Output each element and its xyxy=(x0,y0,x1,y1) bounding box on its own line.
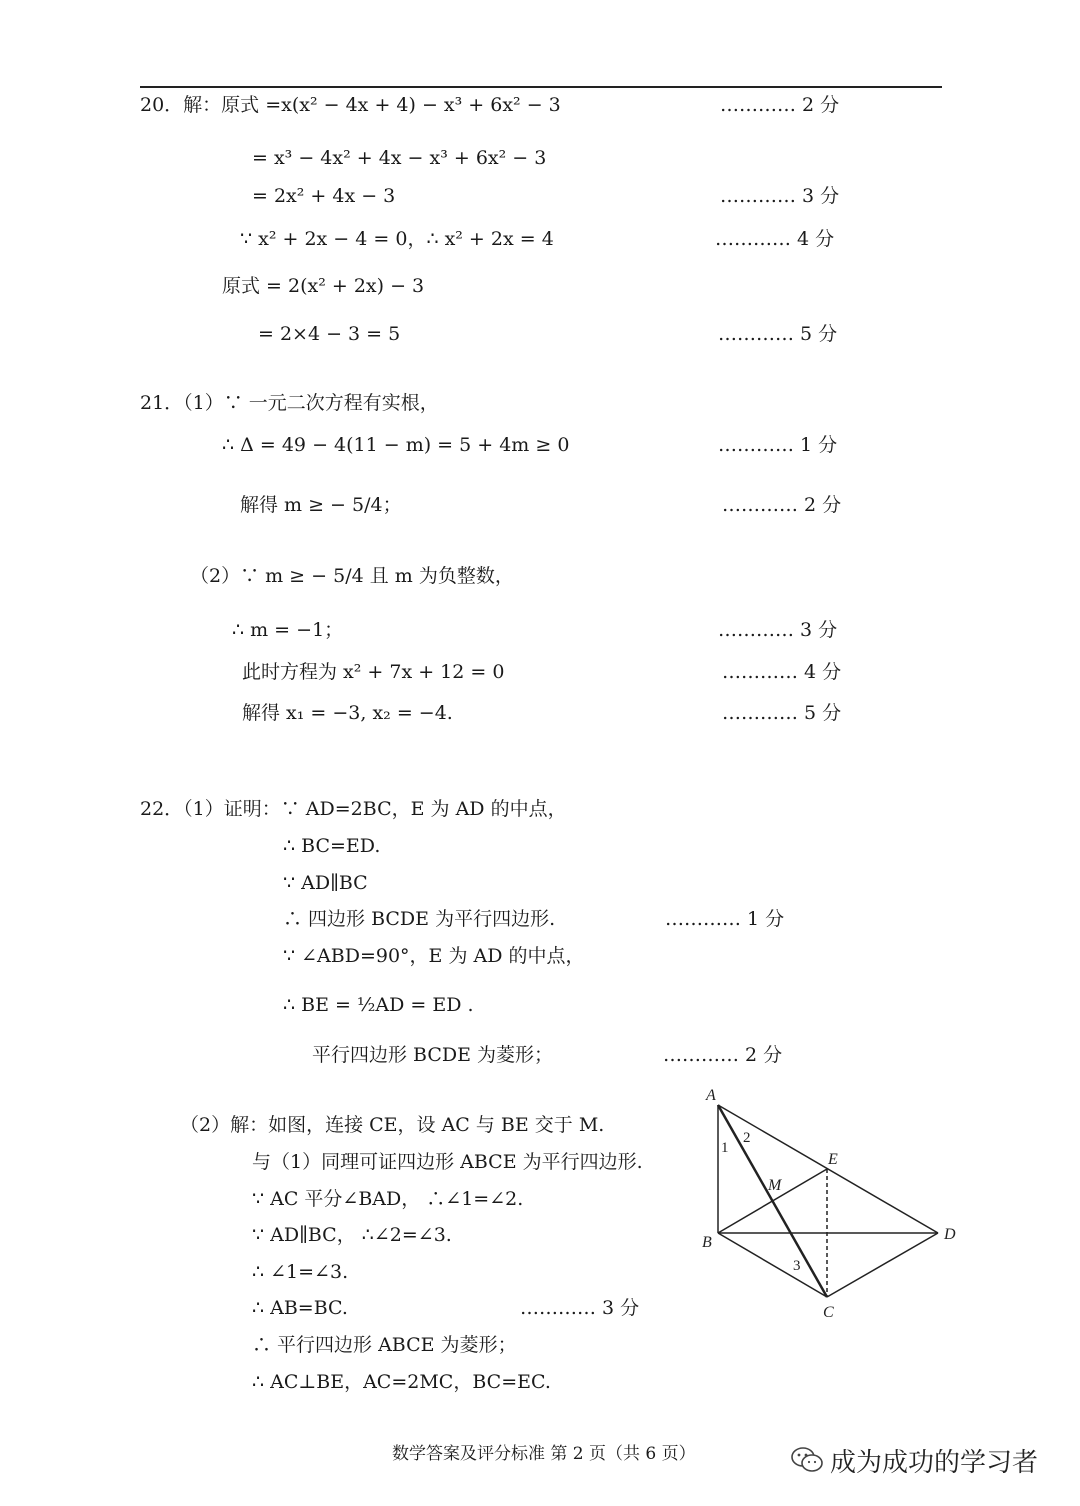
q21-line-5: ∴ m = −1； xyxy=(232,619,344,641)
q20-line-6: = 2×4 − 3 = 5 xyxy=(258,323,401,345)
q21-points-4: ………… 4 分 xyxy=(722,661,842,683)
q21-points-2: ………… 2 分 xyxy=(722,494,842,516)
label-e: E xyxy=(828,1151,838,1168)
q22-line-10: ∵ AC 平分∠BAD， ∴∠1=∠2. xyxy=(252,1188,524,1210)
q21-points-1: ………… 1 分 xyxy=(718,434,838,456)
angle-2-label: 2 xyxy=(743,1130,751,1146)
q20-line-5: 原式 = 2(x² + 2x) − 3 xyxy=(222,275,425,297)
q22-line-14: ∴ 平行四边形 ABCE 为菱形； xyxy=(252,1334,517,1356)
label-c: C xyxy=(823,1304,834,1321)
angle-3-label: 3 xyxy=(793,1258,801,1274)
label-d: D xyxy=(944,1226,956,1243)
q20-line-3: = 2x² + 4x − 3 xyxy=(252,185,396,207)
q21-points-5: ………… 5 分 xyxy=(722,702,842,724)
page-footer: 数学答案及评分标准 第 2 页（共 6 页） xyxy=(392,1444,696,1464)
q21-line-7: 解得 x₁ = −3, x₂ = −4. xyxy=(242,702,453,724)
q22-line-3: ∵ AD∥BC xyxy=(283,872,368,894)
top-rule xyxy=(140,86,942,88)
angle-1-label: 1 xyxy=(721,1140,729,1156)
q22-points-1: ………… 1 分 xyxy=(665,908,785,930)
watermark xyxy=(790,1440,1038,1480)
q21-line-3: 解得 m ≥ − 5/4； xyxy=(240,494,402,516)
q20-points-3: ………… 3 分 xyxy=(720,185,840,207)
watermark-text: 成为成功的学习者 xyxy=(830,1447,1039,1478)
label-a: A xyxy=(706,1087,716,1104)
label-b: B xyxy=(702,1234,712,1251)
q21-line-6: 此时方程为 x² + 7x + 12 = 0 xyxy=(242,661,505,683)
q20-line-4: ∵ x² + 2x − 4 = 0，∴ x² + 2x = 4 xyxy=(240,228,554,250)
q20-points-2: ………… 2 分 xyxy=(720,94,840,116)
q22-line-4: ∴ 四边形 BCDE 为平行四边形. xyxy=(283,908,556,930)
q22-line-2: ∴ BC=ED. xyxy=(283,835,381,857)
q21-line-4: （2）∵ m ≥ − 5/4 且 m 为负整数， xyxy=(190,565,514,587)
q22-line-1: 22．（1）证明：∵ AD=2BC，E 为 AD 的中点， xyxy=(140,798,567,820)
q22-line-6: ∴ BE = ½AD = ED . xyxy=(283,994,474,1016)
chat-bubble-icon xyxy=(790,1445,824,1475)
q21-line-1: 21．（1）∵ 一元二次方程有实根， xyxy=(140,392,439,414)
geometry-figure xyxy=(690,1080,980,1330)
q22-line-8: （2）解：如图，连接 CE，设 AC 与 BE 交于 M. xyxy=(180,1114,605,1136)
q21-line-2: ∴ Δ = 49 − 4(11 − m) = 5 + 4m ≥ 0 xyxy=(222,434,570,456)
q22-line-5: ∵ ∠ABD=90°，E 为 AD 的中点， xyxy=(283,945,585,967)
q21-points-3: ………… 3 分 xyxy=(718,619,838,641)
q22-line-9: 与（1）同理可证四边形 ABCE 为平行四边形. xyxy=(252,1151,643,1173)
q20-points-5: ………… 5 分 xyxy=(718,323,838,345)
q22-line-15: ∴ AC⊥BE，AC=2MC，BC=EC. xyxy=(252,1371,551,1393)
q20-line-1: 20．解：原式 =x(x² − 4x + 4) − x³ + 6x² − 3 xyxy=(140,94,561,116)
q22-line-13: ∴ AB=BC. xyxy=(252,1297,348,1319)
q22-points-3: ………… 3 分 xyxy=(520,1297,640,1319)
q22-line-11: ∵ AD∥BC， ∴∠2=∠3. xyxy=(252,1224,452,1246)
segment-bc xyxy=(718,1233,827,1297)
segment-cd xyxy=(827,1233,938,1297)
q20-line-2: = x³ − 4x² + 4x − x³ + 6x² − 3 xyxy=(252,147,547,169)
q20-points-4: ………… 4 分 xyxy=(715,228,835,250)
q22-line-7: 平行四边形 BCDE 为菱形； xyxy=(312,1044,554,1066)
q22-points-2: ………… 2 分 xyxy=(663,1044,783,1066)
label-m: M xyxy=(768,1177,782,1194)
q22-line-12: ∴ ∠1=∠3. xyxy=(252,1261,349,1283)
